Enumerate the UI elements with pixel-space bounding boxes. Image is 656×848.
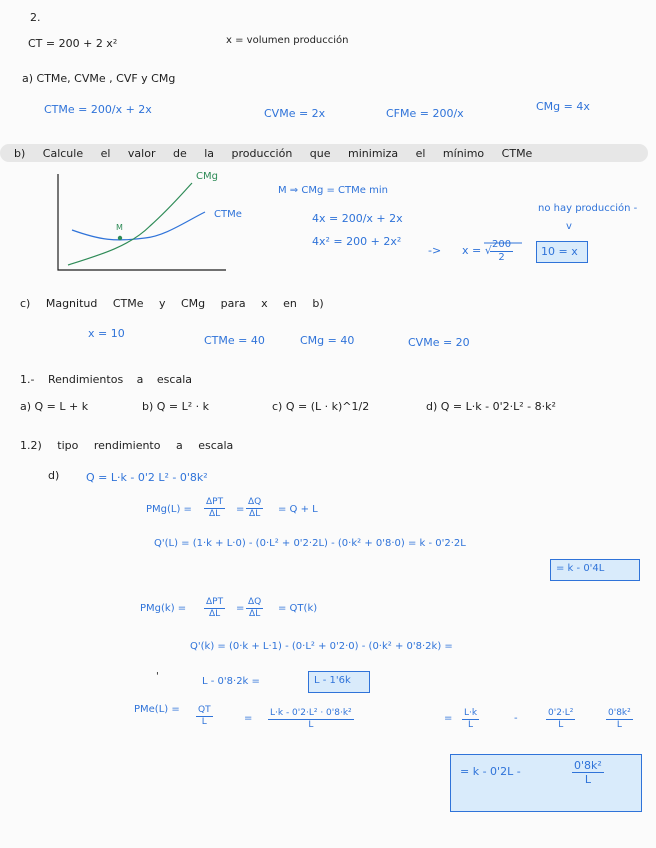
function-b: b) Q = L² · k	[142, 400, 210, 413]
dq: ΔQ	[248, 497, 262, 507]
dq-2: ΔQ	[248, 597, 262, 607]
part-c-title: c) Magnitud CTMe y CMg para x en b)	[20, 297, 324, 310]
equals-sign-3: =	[244, 713, 253, 724]
pme-result-num: 0'8k²	[574, 759, 602, 772]
problem-number: 2.	[30, 11, 41, 24]
dpt-dl-fraction	[204, 498, 225, 519]
section-12-title: 1.2) tipo rendimiento a escala	[20, 439, 234, 452]
equation-1: 4x = 200/x + 2x	[312, 212, 403, 225]
term2-den: L	[558, 720, 564, 730]
k-line: L - 0'8·2k =	[202, 676, 260, 687]
function-a: a) Q = L + k	[20, 400, 89, 413]
q-prime-k: Q'(k) = (0·k + L·1) - (0·L² + 0'2·0) - (0·k² + 0'8·2k) =	[190, 641, 453, 652]
cvme-value: CVMe = 20	[408, 336, 470, 349]
pmg-k-result: = QT(k)	[278, 603, 318, 614]
term1-fraction	[462, 709, 479, 730]
pme-l-label: PMe(L) =	[134, 704, 180, 715]
root-denominator: 2	[498, 252, 505, 263]
equals-sign-2: =	[236, 603, 245, 614]
pmg-l-result: = Q + L	[278, 504, 318, 515]
condition-eq: M ⇒ CMg = CTMe min	[278, 185, 388, 196]
qt-l-fraction	[196, 706, 213, 727]
variable-definition: x = volumen producción	[226, 35, 349, 46]
y-axis	[58, 171, 226, 270]
pmg-l-label: PMg(L) =	[146, 504, 192, 515]
qt: QT	[198, 705, 211, 715]
cost-function: CT = 200 + 2 x²	[28, 37, 118, 50]
dpt-2: ΔPT	[206, 597, 224, 607]
pmg-k-label: PMg(k) =	[140, 603, 187, 614]
pme-denominator: L	[308, 720, 314, 730]
pme-result: = k - 0'2L -	[460, 765, 521, 778]
dpt-dk-fraction	[204, 598, 225, 619]
ctme-formula: CTMe = 200/x + 2x	[44, 103, 152, 116]
function-c: c) Q = (L · k)^1/2	[272, 400, 370, 413]
ctme-curve-label: CTMe	[214, 209, 242, 220]
cmg-curve	[68, 183, 192, 265]
dq-dl-fraction	[246, 498, 263, 519]
cmg-curve-label: CMg	[196, 171, 218, 182]
pme-fraction	[268, 709, 354, 730]
part-d-label: d)	[48, 469, 60, 482]
cmg-value: CMg = 40	[300, 334, 355, 347]
part-b-title: b) Calcule el valor de la producción que minimiza el mínimo CTMe	[14, 147, 533, 160]
term3-den: L	[616, 720, 622, 730]
term1-den: L	[468, 720, 474, 730]
dl-2: ΔL	[249, 509, 261, 519]
dl: ΔL	[208, 509, 221, 519]
implies-arrow: ->	[428, 244, 442, 257]
term2-fraction	[546, 709, 575, 730]
min-point-label: M	[116, 223, 123, 232]
equation-2: 4x² = 200 + 2x²	[312, 235, 402, 248]
x-result: 10 = x	[541, 245, 578, 258]
dq-dk-fraction	[246, 598, 263, 619]
term3: 0'8k²	[608, 708, 631, 718]
q-prime-k-result: L - 1'6k	[314, 675, 351, 686]
min-point	[118, 236, 122, 240]
cmg-formula: CMg = 4x	[536, 100, 590, 113]
section-1-title: 1.- Rendimientos a escala	[20, 373, 192, 386]
tick-mark: '	[156, 671, 159, 682]
dpt: ΔPT	[206, 497, 224, 507]
dk-2: ΔL	[249, 609, 261, 619]
cvme-formula: CVMe = 2x	[264, 107, 326, 120]
q-definition: Q = L·k - 0'2 L² - 0'8k²	[86, 471, 208, 484]
x-value: x = 10	[88, 327, 125, 340]
l-den: L	[201, 717, 207, 727]
equals-sign-4: =	[444, 713, 453, 724]
pme-numerator: L·k - 0'2·L² · 0'8·k²	[270, 708, 352, 718]
root-numerator: 200	[492, 239, 512, 250]
term3-fraction	[606, 709, 633, 730]
dk: ΔL	[208, 609, 221, 619]
function-d: d) Q = L·k - 0'2·L² - 8·k²	[426, 400, 556, 413]
term1: L·k	[464, 708, 478, 718]
ctme-value: CTMe = 40	[204, 334, 265, 347]
term2: 0'2·L²	[548, 708, 574, 718]
q-prime-l: Q'(L) = (1·k + L·0) - (0·L² + 0'2·2L) - (0·k² + 0'8·0) = k - 0'2·2L	[154, 538, 466, 549]
minus-sign: -	[514, 713, 518, 724]
equals-sign: =	[236, 504, 245, 515]
q-prime-l-result: = k - 0'4L	[556, 563, 605, 574]
pme-result-fraction	[572, 760, 604, 785]
margin-note: no hay producción -	[538, 203, 638, 214]
x-root: x = √	[462, 244, 492, 257]
root-fraction	[490, 240, 513, 263]
pme-result-den: L	[584, 773, 591, 786]
margin-note-mark: v	[566, 221, 572, 232]
cfme-formula: CFMe = 200/x	[386, 107, 464, 120]
part-a-title: a) CTMe, CVMe , CVF y CMg	[22, 72, 176, 85]
